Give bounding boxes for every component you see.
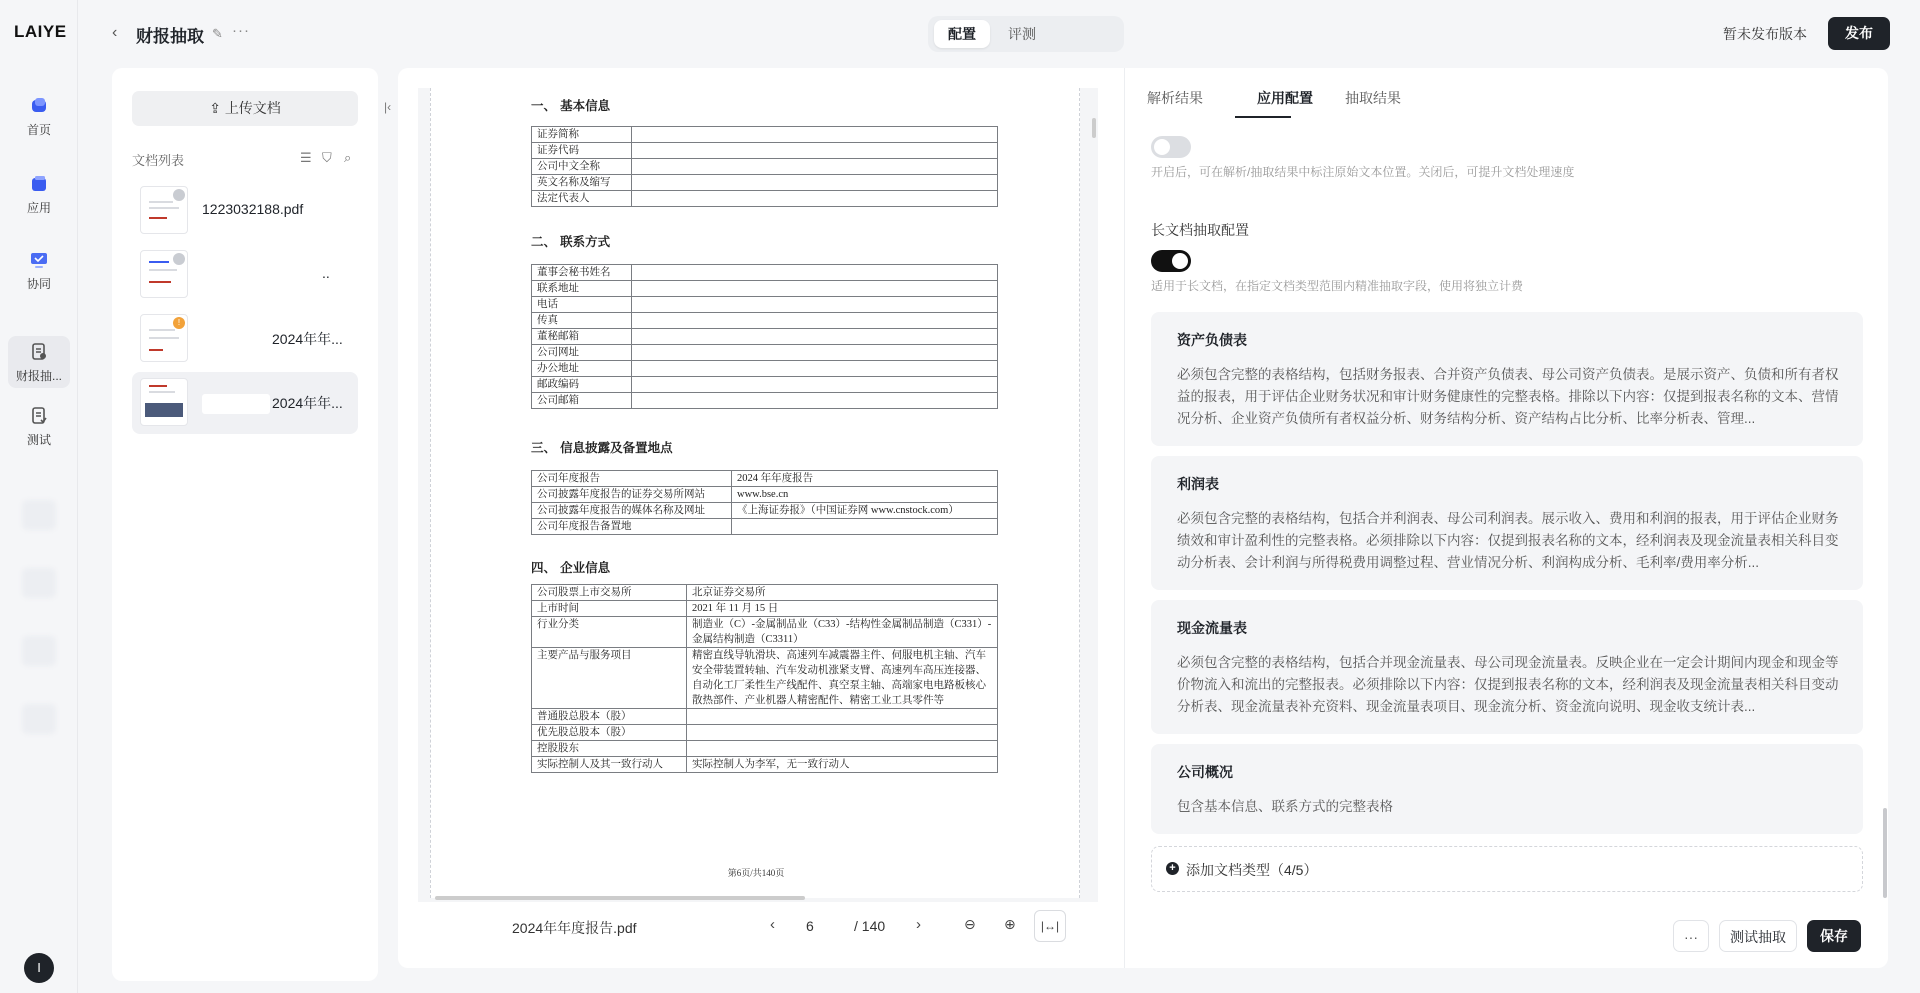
prev-page-icon[interactable]: ‹ <box>770 916 775 933</box>
doc-name: 2024年年... <box>272 395 343 411</box>
tab-evaluate[interactable]: 评测 <box>1008 26 1036 42</box>
redacted-block <box>432 914 502 938</box>
fit-width-icon[interactable]: |↔| <box>1034 910 1066 942</box>
search-icon[interactable]: ⌕ <box>344 150 352 165</box>
list-item[interactable] <box>132 244 358 306</box>
section-heading: 四、 企业信息 <box>531 561 611 575</box>
doc-thumbnail <box>140 186 188 234</box>
doc-type-card[interactable] <box>1151 312 1863 446</box>
more-actions-button[interactable]: ··· <box>1673 920 1709 952</box>
doc-list-panel <box>112 68 378 981</box>
home-icon <box>29 96 49 116</box>
doc-thumbnail <box>140 314 188 362</box>
mode-switch <box>928 16 1124 52</box>
section-heading: 一、 基本信息 <box>531 99 611 113</box>
warning-icon: ! <box>173 317 185 329</box>
nav-item-blurred <box>22 636 56 666</box>
tab-extract-result[interactable]: 抽取结果 <box>1345 90 1401 106</box>
tab-app-config[interactable]: 应用配置 <box>1257 90 1313 106</box>
more-icon[interactable]: ··· <box>232 22 250 39</box>
app-icon <box>29 174 49 194</box>
status-badge <box>173 253 185 265</box>
page-footer: 第6页/共140页 <box>727 868 785 878</box>
doc-thumbnail <box>140 378 188 426</box>
viewer-scrollbar[interactable] <box>1092 118 1096 138</box>
tab-config[interactable]: 配置 <box>934 20 990 48</box>
upload-label: 上传文档 <box>224 100 281 116</box>
long-doc-toggle[interactable] <box>1151 250 1191 272</box>
collapse-icon[interactable]: |‹ <box>384 100 392 114</box>
long-doc-hint: 适用于长文档，在指定文档类型范围内精准抽取字段，使用将独立计费 <box>1151 279 1524 293</box>
edit-icon[interactable]: ✎ <box>212 26 223 41</box>
info-table-basic: 证券简称 证券代码 公司中文全称 英文名称及缩写 法定代表人 <box>531 126 998 207</box>
pdf-page <box>430 88 1080 898</box>
nav-label: 测试 <box>26 433 51 447</box>
nav-item-doc-extract[interactable] <box>8 336 70 388</box>
redacted-block <box>202 394 270 414</box>
avatar[interactable]: I <box>24 953 54 983</box>
nav-label: 财报抽... <box>15 369 62 383</box>
zoom-out-icon[interactable]: ⊖ <box>964 916 976 932</box>
test-icon <box>29 406 49 426</box>
info-table-disclosure: 公司年度报告 2024 年年度报告 公司披露年度报告的证券交易所网站 www.bse.cn 公司披露年度报告的媒体名称及网址 《上海证券报》（中国证券网 www.cnstock.com） 公司年度报告备置地 <box>531 470 998 535</box>
add-doc-type-label: 添加文档类型（4/5） <box>1186 862 1318 878</box>
nav-item-collab[interactable] <box>8 244 70 296</box>
next-page-icon[interactable]: › <box>916 916 921 933</box>
doc-type-desc: 包含基本信息、联系方式的完整表格 <box>1177 799 1393 814</box>
list-item[interactable] <box>132 308 358 370</box>
config-scrollbar[interactable] <box>1883 808 1887 898</box>
nav-item-home[interactable] <box>8 90 70 142</box>
nav-item-blurred <box>22 568 56 598</box>
doc-extract-icon <box>29 342 49 362</box>
add-doc-type-button[interactable] <box>1151 846 1863 892</box>
page-total: / 140 <box>854 918 886 934</box>
section-heading: 三、 信息披露及备置地点 <box>531 441 673 455</box>
upload-icon: ⇪ <box>209 100 221 116</box>
checklist-icon[interactable]: ☰ <box>300 150 312 165</box>
nav-item-blurred <box>22 704 56 734</box>
collab-icon <box>29 250 49 270</box>
doc-name: 2024年年... <box>272 331 343 347</box>
viewer-scrollbar-horizontal[interactable] <box>435 896 805 900</box>
nav-label: 应用 <box>26 201 51 215</box>
list-item[interactable] <box>132 180 358 242</box>
doc-type-desc: 必须包含完整的表格结构，包括财务报表、合并资产负债表、母公司资产负债表。是展示资产、负债和所有者权益的报表，用于评估企业财务状况和审计财务健康性的完整表格。排除以下内容：仅提到报表名称的文本、营情况分析、企业资产负债所有者权益分析、财务结构分析、资产结构占比分析、比率分析表、管理... <box>1177 367 1839 426</box>
plus-icon: + <box>1166 862 1179 875</box>
pdf-viewer <box>418 88 1098 902</box>
nav-label: 首页 <box>26 123 51 137</box>
doc-name: .. <box>322 265 330 281</box>
brand-logo: LAIYE <box>14 22 67 41</box>
viewer-toolbar <box>418 906 1098 946</box>
position-trace-hint: 开启后，可在解析/抽取结果中标注原始文本位置。关闭后，可提升文档处理速度 <box>1151 165 1575 179</box>
doc-type-card[interactable] <box>1151 600 1863 734</box>
publish-button[interactable]: 发布 <box>1828 17 1890 50</box>
long-doc-label: 长文档抽取配置 <box>1151 222 1249 238</box>
doc-type-card[interactable] <box>1151 456 1863 590</box>
save-button[interactable]: 保存 <box>1807 920 1861 952</box>
page-header <box>78 0 1920 66</box>
config-panel <box>1124 68 1888 968</box>
file-name: 2024年年度报告.pdf <box>512 920 637 936</box>
nav-label: 协同 <box>26 277 51 291</box>
doc-list-title: 文档列表 <box>132 153 185 168</box>
doc-type-title: 现金流量表 <box>1177 620 1247 636</box>
section-heading: 二、 联系方式 <box>531 235 611 249</box>
page-number-input[interactable]: 6 <box>806 918 814 934</box>
test-extract-button[interactable]: 测试抽取 <box>1719 920 1797 952</box>
doc-type-desc: 必须包含完整的表格结构，包括合并利润表、母公司利润表。展示收入、费用和利润的报表，用于评估企业财务绩效和审计盈利性的完整表格。必须排除以下内容：仅提到报表名称的文本，经利润表及现金流量表相关科目变动分析表、会计利润与所得税费用调整过程、营业情况分析、利润构成分析、毛利率/费用率分析... <box>1177 511 1839 570</box>
page-title: 财报抽取 <box>136 27 204 46</box>
nav-item-app[interactable] <box>8 168 70 220</box>
doc-type-title: 资产负债表 <box>1177 332 1247 348</box>
status-badge <box>173 189 185 201</box>
tab-parse-result[interactable]: 解析结果 <box>1147 90 1203 106</box>
nav-rail <box>0 0 78 993</box>
nav-item-test[interactable] <box>8 400 70 452</box>
position-trace-toggle[interactable] <box>1151 136 1191 158</box>
info-table-company: 公司股票上市交易所 北京证券交易所 上市时间 2021 年 11 月 15 日 行业分类 制造业（C）-金属制品业（C33）-结构性金属制品制造（C331）-金属结构制造（C3311） 主要产品与服务项目 精密直线导轨滑块、高速列车减震器主件、伺服电机主轴、汽车安全带装置转轴、汽车发动机涨紧支臂、高速列车高压连接器、自动化工厂柔性生产线配件、真空泵主轴、高端家电电路板核心散热部件、产业机器人精密配件、精密工业工具零件等 普通股总股本（股） 优先股总股本（股） 控股股东 实际控制人及其一致行动人 实际控制人为李军，无一致行动人 <box>531 584 998 773</box>
version-status[interactable]: 暂未发布版本 <box>1723 26 1807 42</box>
info-table-contact: 董事会秘书姓名 联系地址 电话 传真 董秘邮箱 公司网址 办公地址 邮政编码 公司邮箱 <box>531 264 998 409</box>
upload-button[interactable] <box>132 91 358 126</box>
doc-thumbnail <box>140 250 188 298</box>
list-item[interactable] <box>132 372 358 434</box>
doc-type-title: 利润表 <box>1177 476 1219 492</box>
nav-item-blurred <box>22 500 56 530</box>
back-icon[interactable]: ‹ <box>112 24 118 41</box>
doc-type-title: 公司概况 <box>1177 764 1233 780</box>
doc-type-card[interactable] <box>1151 744 1863 834</box>
tab-underline <box>1235 116 1291 118</box>
filter-icon[interactable]: ⛉ <box>322 150 332 165</box>
doc-name: 1223032188.pdf <box>202 201 304 217</box>
zoom-in-icon[interactable]: ⊕ <box>1004 916 1016 932</box>
doc-type-desc: 必须包含完整的表格结构，包括合并现金流量表、母公司现金流量表。反映企业在一定会计期间内现金和现金等价物流入和流出的完整报表。必须排除以下内容：仅提到报表名称的文本，经利润表及现金流量表相关科目变动分析表、现金流量表补充资料、现金流量表项目、现金流分析、资金流向说明、现金收支统计表... <box>1177 655 1839 714</box>
